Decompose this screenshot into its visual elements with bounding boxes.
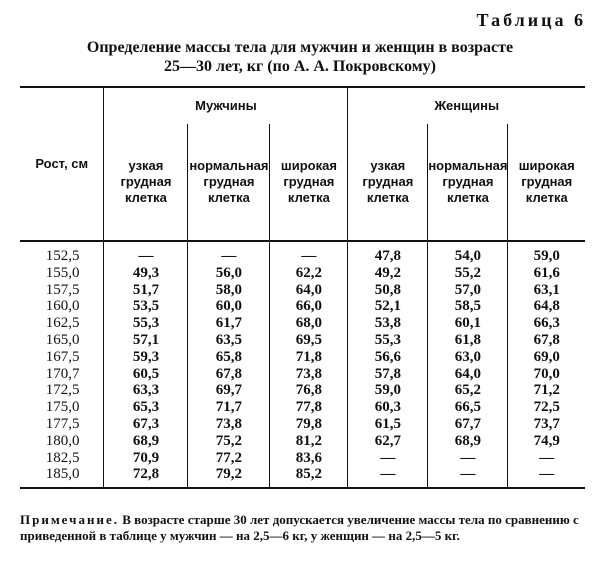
table-number: Таблица 6 [476,10,586,30]
weight-cell: 73,7 [508,416,585,433]
weight-cell: — [348,450,428,467]
weight-cell: 60,5 [104,366,188,383]
weight-cell: 76,8 [270,382,348,399]
weight-cell: 69,7 [188,382,270,399]
height-cell: 167,5 [45,348,80,365]
weight-cell: 57,1 [104,332,188,349]
weight-cell: — [428,466,508,488]
weight-cell: 60,0 [188,298,270,315]
table-note [20,512,586,544]
height-cell: 155,0 [45,264,80,281]
height-column-header: Рост, см [20,87,104,241]
weight-cell: 55,3 [104,315,188,332]
weight-cell: 71,7 [188,399,270,416]
weight-cell: 52,1 [348,298,428,315]
weight-cell: 77,8 [270,399,348,416]
weight-cell: 68,9 [104,433,188,450]
weight-cell: 74,9 [508,433,585,450]
weight-cell: 72,5 [508,399,585,416]
weight-cell: 77,2 [188,450,270,467]
table-row [20,298,585,315]
table-row [20,241,585,265]
subheader-col-5: нормальная грудная клетка [428,124,508,241]
table-row [20,265,585,282]
weight-cell: — [188,241,270,265]
weight-cell: 49,2 [348,265,428,282]
weight-cell: 55,2 [428,265,508,282]
weight-cell: 47,8 [348,241,428,265]
weight-cell: 75,2 [188,433,270,450]
weight-cell: 56,0 [188,265,270,282]
weight-cell: 72,8 [104,466,188,488]
weight-cell: 61,5 [348,416,428,433]
weight-cell: — [508,466,585,488]
height-cell: 157,5 [45,281,80,298]
weight-cell: 67,8 [508,332,585,349]
weight-cell: 59,3 [104,349,188,366]
weight-cell: 70,9 [104,450,188,467]
table-row [20,349,585,366]
weight-cell: 57,8 [348,366,428,383]
weight-cell: 53,8 [348,315,428,332]
weight-cell: 66,3 [508,315,585,332]
weight-cell: 55,3 [348,332,428,349]
weight-cell: 63,3 [104,382,188,399]
weight-cell: 79,2 [188,466,270,488]
weight-cell: 57,0 [428,282,508,299]
title-line-1: Определение массы тела для мужчин и женщин в возрасте [86,39,514,56]
weight-cell: 67,3 [104,416,188,433]
weight-cell: 64,0 [270,282,348,299]
weight-cell: — [348,466,428,488]
table-row [20,433,585,450]
subheader-col-3: широкая грудная клетка [270,124,348,241]
height-cell: 180,0 [45,432,80,449]
weight-cell: 63,5 [188,332,270,349]
weight-cell: 67,8 [188,366,270,383]
weight-cell: 60,3 [348,399,428,416]
weight-cell: 62,2 [270,265,348,282]
weight-cell: 56,6 [348,349,428,366]
weight-cell: 73,8 [270,366,348,383]
weight-cell: 59,0 [508,241,585,265]
men-group-header: Мужчины [104,87,348,124]
weight-cell: 63,1 [508,282,585,299]
title-line-2: 25—30 лет, кг (по А. А. Покровскому) [164,58,436,75]
weight-cell: 60,1 [428,315,508,332]
height-cell: 160,0 [45,298,80,315]
weight-cell: 65,2 [428,382,508,399]
weight-cell: 49,3 [104,265,188,282]
weight-cell: — [270,241,348,265]
weight-cell: 68,0 [270,315,348,332]
height-cell: 185,0 [20,466,104,488]
weight-cell: 65,3 [104,399,188,416]
weight-cell: 59,0 [348,382,428,399]
table-row [20,466,585,488]
table-row [20,382,585,399]
weight-cell: 68,9 [428,433,508,450]
weight-cell: 53,5 [104,298,188,315]
weight-cell: 54,0 [428,241,508,265]
weight-cell: 73,8 [188,416,270,433]
height-cell: 170,7 [45,365,80,382]
table-row [20,332,585,349]
weight-cell: — [508,450,585,467]
weight-cell: 51,7 [104,282,188,299]
weight-cell: 50,8 [348,282,428,299]
height-cell: 175,0 [45,399,80,416]
subheader-col-2: нормальная грудная клетка [188,124,270,241]
weight-cell: 69,0 [508,349,585,366]
subheader-col-1: узкая грудная клетка [104,124,188,241]
table-row [20,450,585,467]
women-group-header: Женщины [348,87,585,124]
weight-cell: 58,5 [428,298,508,315]
note-label: Примечание. [20,512,119,527]
height-cell: 152,5 [45,248,80,264]
table-row [20,399,585,416]
weight-cell: — [104,241,188,265]
table-row [20,315,585,332]
table-row [20,282,585,299]
weight-cell: 71,2 [508,382,585,399]
weight-cell: 64,0 [428,366,508,383]
height-cell: 177,5 [45,415,80,432]
height-cell: 162,5 [45,315,80,332]
weight-cell: 69,5 [270,332,348,349]
weight-cell: 62,7 [348,433,428,450]
weight-cell: 85,2 [270,466,348,488]
subheader-col-6: широкая грудная клетка [508,124,585,241]
weight-cell: 61,7 [188,315,270,332]
weight-cell: 71,8 [270,349,348,366]
weight-cell: 65,8 [188,349,270,366]
weight-cell: 61,8 [428,332,508,349]
table-row [20,366,585,383]
weight-cell: 58,0 [188,282,270,299]
weight-cell: 64,8 [508,298,585,315]
table-row [20,416,585,433]
table-title [30,38,570,76]
height-cell: 172,5 [45,382,80,399]
weight-cell: — [428,450,508,467]
weight-cell: 61,6 [508,265,585,282]
weight-table [20,86,585,489]
subheader-col-4: узкая грудная клетка [348,124,428,241]
weight-cell: 83,6 [270,450,348,467]
weight-cell: 66,5 [428,399,508,416]
weight-cell: 67,7 [428,416,508,433]
weight-cell: 70,0 [508,366,585,383]
weight-cell: 79,8 [270,416,348,433]
weight-cell: 66,0 [270,298,348,315]
weight-cell: 63,0 [428,349,508,366]
height-cell: 182,5 [45,449,80,466]
weight-cell: 81,2 [270,433,348,450]
note-text: В возрасте старше 30 лет допускается увеличение массы тела по сравнению с приведенной в таблице у мужчин — на 2,5—6 кг, у женщин — на 2,5—5 кг. [20,512,579,543]
height-cell: 165,0 [45,331,80,348]
